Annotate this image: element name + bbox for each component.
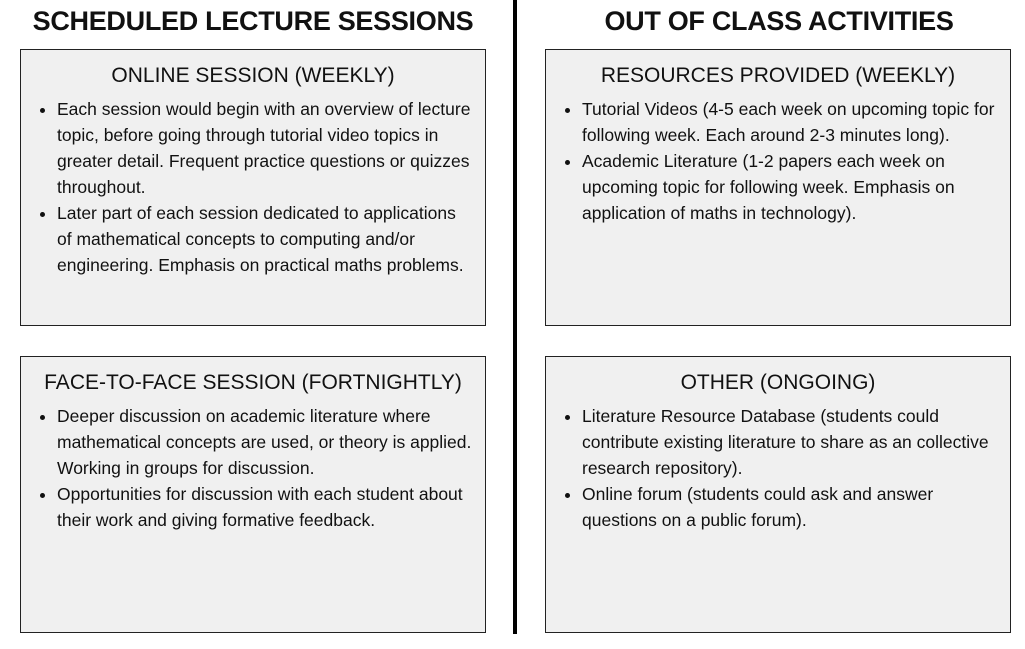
list-item: • Academic Literature (1-2 papers each week on upcoming topic for following week. Emphasis on application of maths in technology). bbox=[582, 148, 1000, 226]
right-column-title: OUT OF CLASS ACTIVITIES bbox=[604, 6, 954, 36]
box-title: OTHER (ONGOING) bbox=[680, 371, 876, 394]
list-item: • Literature Resource Database (students could contribute existing literature to share as an collective research repository). bbox=[582, 403, 1000, 481]
online-session-box bbox=[20, 49, 486, 326]
box-title: RESOURCES PROVIDED (WEEKLY) bbox=[600, 64, 956, 87]
box-title: FACE-TO-FACE SESSION (FORTNIGHTLY) bbox=[44, 371, 462, 394]
other-ongoing-box bbox=[545, 356, 1011, 633]
list-item: • Opportunities for discussion with each student about their work and giving formative feedback. bbox=[57, 481, 475, 533]
list-item: • Tutorial Videos (4-5 each week on upcoming topic for following week. Each around 2-3 minutes long). bbox=[582, 96, 1000, 148]
list-item: • Each session would begin with an overview of lecture topic, before going through tutorial video topics in greater detail. Frequent practice questions or quizzes throughout. bbox=[57, 96, 475, 200]
resources-provided-box bbox=[545, 49, 1011, 326]
list-item: • Online forum (students could ask and answer questions on a public forum). bbox=[582, 481, 1000, 533]
left-column-title: SCHEDULED LECTURE SESSIONS bbox=[32, 6, 474, 36]
face-to-face-session-box bbox=[20, 356, 486, 633]
list-item: • Deeper discussion on academic literature where mathematical concepts are used, or theory is applied. Working in groups for discussion. bbox=[57, 403, 475, 481]
list-item: • Later part of each session dedicated to applications of mathematical concepts to computing and/or engineering. Emphasis on practical maths problems. bbox=[57, 200, 475, 278]
column-divider bbox=[513, 0, 517, 634]
box-title: ONLINE SESSION (WEEKLY) bbox=[111, 64, 395, 87]
